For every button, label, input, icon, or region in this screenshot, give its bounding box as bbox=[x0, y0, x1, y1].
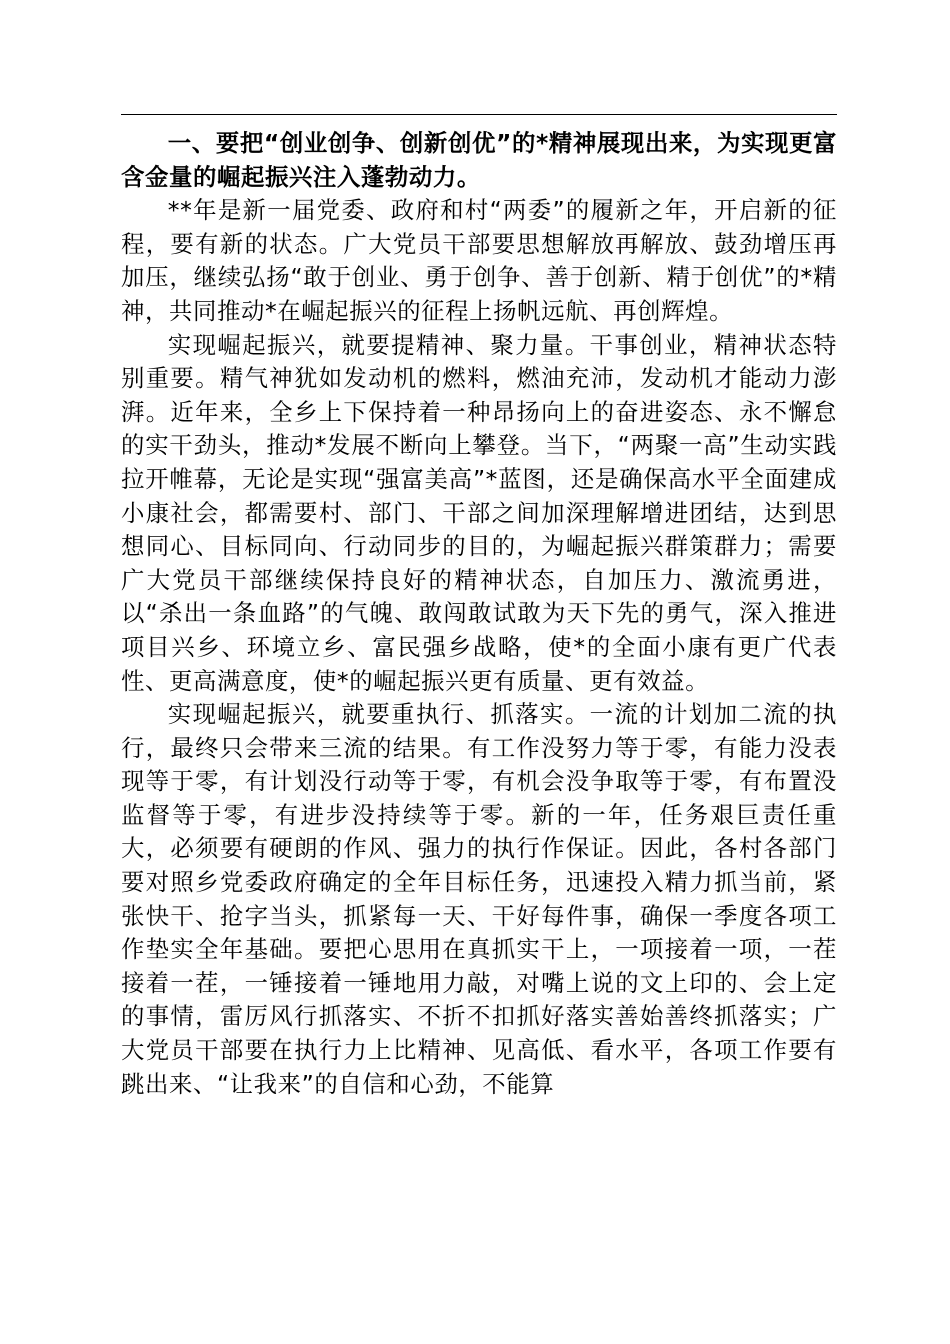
section-heading: 一、要把“创业创争、创新创优”的*精神展现出来，为实现更富含金量的崛起振兴注入蓬勃动力。 bbox=[121, 129, 837, 191]
paragraph-1: **年是新一届党委、政府和村“两委”的履新之年，开启新的征程，要有新的状态。广大党员干部要思想解放再解放、鼓劲增压再加压，继续弘扬“敢于创业、勇于创争、善于创新、精于创优”的*精神，共同推动*在崛起振兴的征程上扬帆远航、再创辉煌。 bbox=[121, 196, 837, 325]
document-body bbox=[121, 127, 837, 1101]
paragraph-2: 实现崛起振兴，就要提精神、聚力量。干事创业，精神状态特别重要。精气神犹如发动机的燃料，燃油充沛，发动机才能动力澎湃。近年来，全乡上下保持着一种昂扬向上的奋进姿态、永不懈怠的实干劲头，推动*发展不断向上攀登。当下，“两聚一高”生动实践拉开帷幕，无论是实现“强富美高”*蓝图，还是确保高水平全面建成小康社会，都需要村、部门、干部之间加深理解增进团结，达到思想同心、目标同向、行动同步的目的，为崛起振兴群策群力；需要广大党员干部继续保持良好的精神状态，自加压力、激流勇进，以“杀出一条血路”的气魄、敢闯敢试敢为天下先的勇气，深入推进项目兴乡、环境立乡、富民强乡战略，使*的全面小康有更广代表性、更高满意度，使*的崛起振兴更有质量、更有效益。 bbox=[121, 330, 837, 695]
paragraph-3: 实现崛起振兴，就要重执行、抓落实。一流的计划加二流的执行，最终只会带来三流的结果。有工作没努力等于零，有能力没表现等于零，有计划没行动等于零，有机会没争取等于零，有布置没监督等于零，有进步没持续等于零。新的一年，任务艰巨责任重大，必须要有硬朗的作风、强力的执行作保证。因此，各村各部门要对照乡党委政府确定的全年目标任务，迅速投入精力抓当前，紧张快干、抢字当头，抓紧每一天、干好每件事，确保一季度各项工作垫实全年基础。要把心思用在真抓实干上，一项接着一项，一茬接着一茬，一锤接着一锤地用力敲，对嘴上说的文上印的、会上定的事情，雷厉风行抓落实、不折不扣抓好落实善始善终抓落实；广大党员干部要在执行力上比精神、见高低、看水平，各项工作要有跳出来、“让我来”的自信和心劲，不能算 bbox=[121, 700, 837, 1098]
header-rule bbox=[121, 114, 837, 115]
